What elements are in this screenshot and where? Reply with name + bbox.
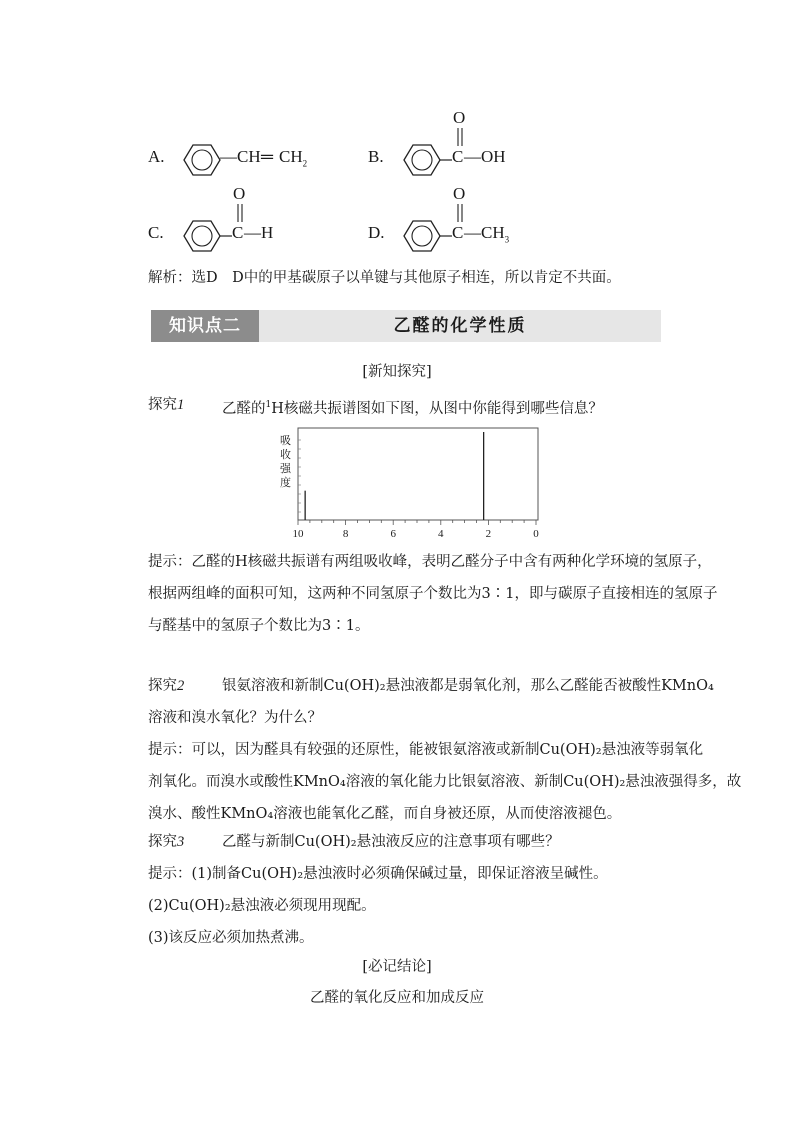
x-tick-label: 6 xyxy=(390,528,396,540)
option-d-carbon: C xyxy=(452,223,464,242)
option-a xyxy=(148,135,348,185)
hint-3-line: (2)Cu(OH)₂悬浊液必须现用现配。 xyxy=(148,898,376,914)
benzene-ring-icon xyxy=(392,211,452,261)
nmr-spectrum-chart xyxy=(276,424,546,542)
hint-1-line: 提示：乙醛的H核磁共振谱有两组吸收峰，表明乙醛分子中含有两种化学环境的氢原子， xyxy=(148,554,712,570)
option-b-label: B. xyxy=(368,147,384,166)
option-a-group: —CH xyxy=(220,147,261,166)
hint-2-line: 提示：可以，因为醛具有较强的还原性，能被银氨溶液或新制Cu(OH)₂悬浊液等弱氧化 xyxy=(148,742,704,758)
option-b-oxygen: O xyxy=(453,108,466,127)
analysis-text: 解析：选D D中的甲基碳原子以单键与其他原子相连，所以肯定不共面。 xyxy=(148,270,621,286)
option-c-tail: —H xyxy=(244,223,274,242)
x-tick-label: 2 xyxy=(485,528,492,540)
benzene-ring-icon xyxy=(392,135,452,185)
question-1-label: 探究 xyxy=(148,397,177,413)
x-tick-label: 4 xyxy=(438,528,444,540)
option-b-carbon: C xyxy=(452,147,464,166)
hint-1-line: 与醛基中的氢原子个数比为3∶1。 xyxy=(148,618,370,634)
option-d-oxygen: O xyxy=(453,184,466,203)
section-new-heading: [新知探究] xyxy=(362,364,432,380)
option-b-tail: —OH xyxy=(464,147,506,166)
hint-1 xyxy=(148,546,717,642)
carbonyl-double-bond-icon xyxy=(456,128,464,148)
x-tick-label: 8 xyxy=(342,528,349,540)
option-d-label: D. xyxy=(368,223,385,242)
hint-3-line: (3)该反应必须加热煮沸。 xyxy=(148,930,314,946)
option-c xyxy=(148,184,348,264)
option-c-label: C. xyxy=(148,223,164,242)
option-d-tail: $—CH_3$ xyxy=(464,223,510,245)
question-3-num: 3 xyxy=(177,834,185,850)
option-b xyxy=(368,108,568,188)
option-a-tail: $CH_2$ xyxy=(279,147,308,169)
hint-3 xyxy=(148,858,608,954)
hint-2 xyxy=(148,734,741,830)
benzene-ring-icon xyxy=(172,211,232,261)
question-1 xyxy=(148,395,184,415)
question-1-num: 1 xyxy=(177,397,185,413)
chart-ylabel: 吸收强度 xyxy=(280,434,291,489)
question-3-text: 乙醛与新制Cu(OH)₂悬浊液反应的注意事项有哪些？ xyxy=(222,834,560,850)
nmr-plot xyxy=(276,424,546,542)
carbonyl-double-bond-icon xyxy=(456,204,464,224)
banner-tag: 知识点二 xyxy=(151,310,259,342)
hint-2-line: 剂氧化。而溴水或酸性KMnO₄溶液的氧化能力比银氨溶液、新制Cu(OH)₂悬浊液强得多，故 xyxy=(148,774,742,790)
question-3-label: 探究 xyxy=(148,834,177,850)
question-2-num: 2 xyxy=(177,678,185,694)
section-conclusion-heading: [必记结论] xyxy=(362,959,432,975)
question-2 xyxy=(148,676,184,696)
question-2-label: 探究 xyxy=(148,678,177,694)
question-1-text: 乙醛的$^1$H核磁共振谱图如下图，从图中你能得到哪些信息？ xyxy=(222,400,603,417)
hint-2-line: 溴水、酸性KMnO₄溶液也能氧化乙醛，而自身被还原，从而使溶液褪色。 xyxy=(148,806,622,822)
question-2-line-1: 银氨溶液和新制Cu(OH)₂悬浊液都是弱氧化剂，那么乙醛能否被酸性KMnO₄ xyxy=(222,678,714,694)
banner-title: 乙醛的化学性质 xyxy=(393,316,527,336)
option-c-carbon: C xyxy=(232,223,244,242)
plot-frame xyxy=(298,428,538,520)
x-tick-label: 10 xyxy=(292,528,304,540)
option-d xyxy=(368,184,568,264)
carbonyl-double-bond-icon xyxy=(236,204,244,224)
hint-3-line: 提示：(1)制备Cu(OH)₂悬浊液时必须确保碱过量，即保证溶液呈碱性。 xyxy=(148,866,608,882)
option-c-oxygen: O xyxy=(233,184,246,203)
conclusion-title: 乙醛的氧化反应和加成反应 xyxy=(310,990,484,1006)
hint-1-line: 根据两组峰的面积可知，这两种不同氢原子个数比为3∶1，即与碳原子直接相连的氢原子 xyxy=(148,586,718,602)
question-2-line-2: 溶液和溴水氧化？为什么？ xyxy=(148,710,322,726)
question-3 xyxy=(148,832,184,852)
x-tick-label: 0 xyxy=(533,528,539,540)
option-a-double-bond: ═ xyxy=(261,147,274,166)
option-a-label: A. xyxy=(148,147,165,166)
